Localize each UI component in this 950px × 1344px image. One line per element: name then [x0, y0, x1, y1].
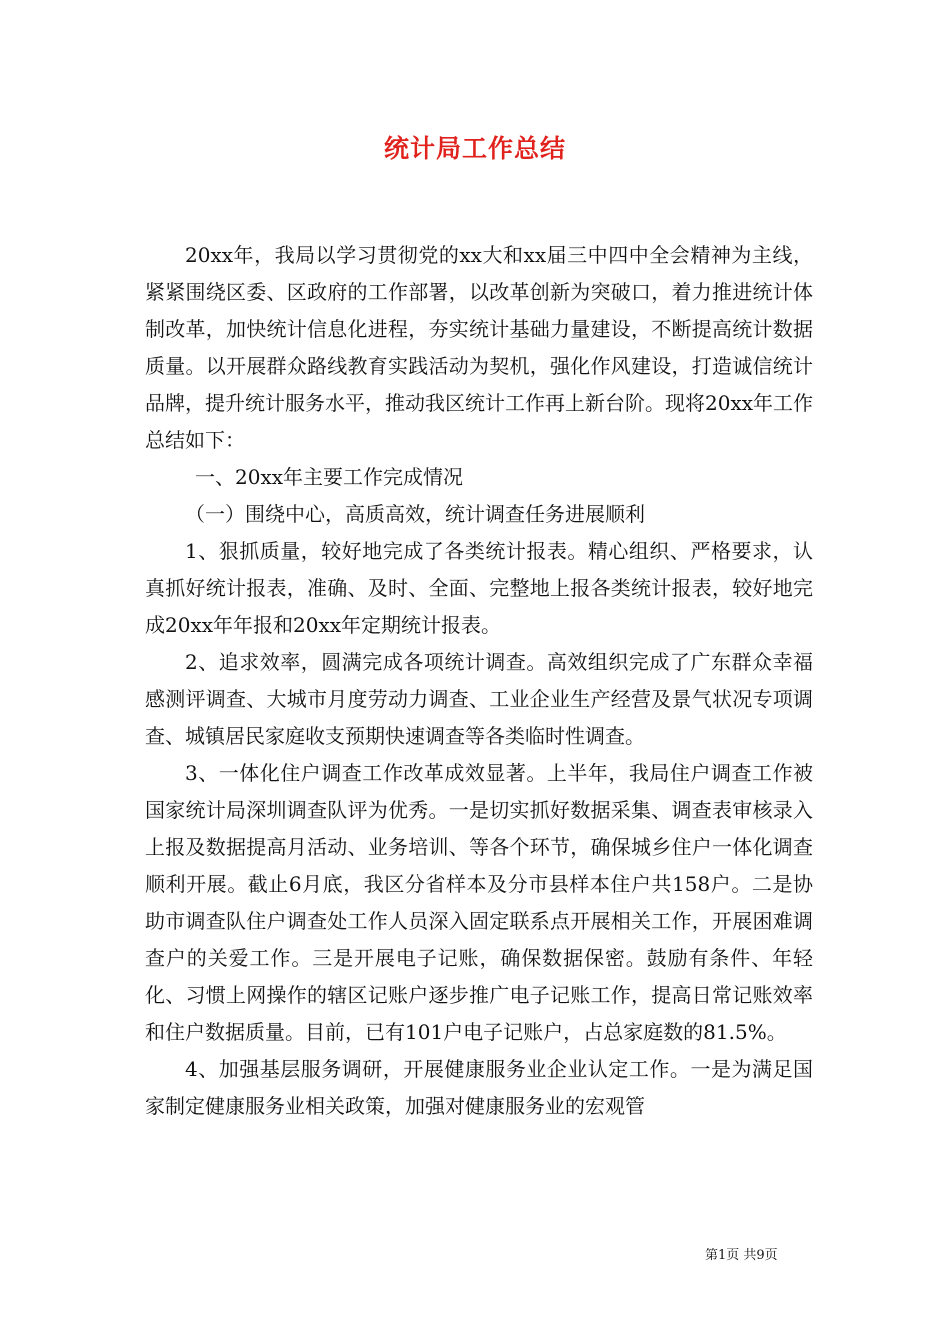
paragraph-item-4: 4、加强基层服务调研，开展健康服务业企业认定工作。一是为满足国家制定健康服务业相关政策，加强对健康服务业的宏观管	[145, 1057, 813, 1118]
paragraph-intro: 20xx年，我局以学习贯彻党的xx大和xx届三中四中全会精神为主线，紧紧围绕区委、区政府的工作部署，以改革创新为突破口，着力推进统计体制改革，加快统计信息化进程，夯实统计基础力量建设，不断提高统计数据质量。以开展群众路线教育实践活动为契机，强化作风建设，打造诚信统计品牌，提升统计服务水平，推动我区统计工作再上新台阶。现将20xx年工作总结如下：	[145, 243, 814, 452]
page-number: 第1页 共9页	[705, 1248, 778, 1263]
document-body	[145, 237, 813, 1125]
paragraph-item-3: 3、一体化住户调查工作改革成效显著。上半年，我局住户调查工作被国家统计局深圳调查队评为优秀。一是切实抓好数据采集、调查表审核录入上报及数据提高月活动、业务培训、等各个环节，确保城乡住户一体化调查顺利开展。截止6月底，我区分省样本及分市县样本住户共158户。二是协助市调查队住户调查处工作人员深入固定联系点开展相关工作，开展困难调查户的关爱工作。三是开展电子记账，确保数据保密。鼓励有条件、年轻化、习惯上网操作的辖区记账户逐步推广电子记账工作，提高日常记账效率和住户数据质量。目前，已有101户电子记账户，占总家庭数的81.5%。	[145, 761, 813, 1044]
section-heading: 一、20xx年主要工作完成情况	[195, 465, 464, 489]
subsection-heading: （一）围绕中心，高质高效，统计调查任务进展顺利	[185, 502, 645, 526]
paragraph-item-2: 2、追求效率，圆满完成各项统计调查。高效组织完成了广东群众幸福感测评调查、大城市月度劳动力调查、工业企业生产经营及景气状况专项调查、城镇居民家庭收支预期快速调查等各类临时性调查。	[145, 650, 813, 748]
document-title: 统计局工作总结	[383, 134, 566, 163]
paragraph-item-1: 1、狠抓质量，较好地完成了各类统计报表。精心组织、严格要求，认真抓好统计报表，准确、及时、全面、完整地上报各类统计报表，较好地完成20xx年年报和20xx年定期统计报表。	[145, 539, 813, 637]
